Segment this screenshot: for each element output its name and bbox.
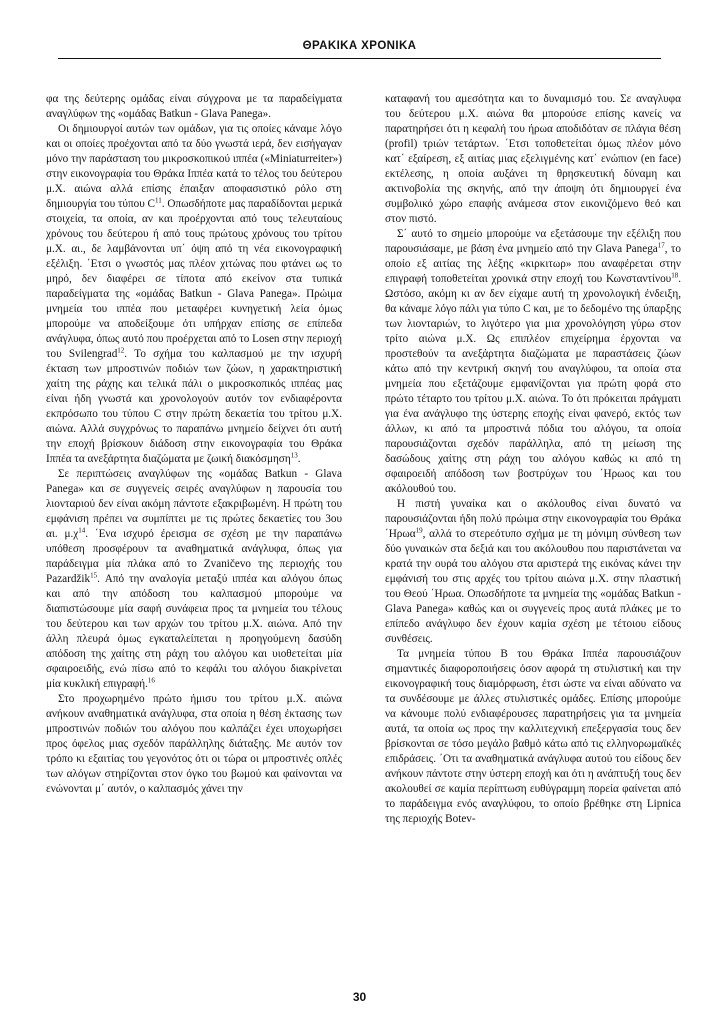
- paragraph: Σε περιπτώσεις αναγλύφων της «ομάδας Batkun - Glava Panega» και σε συγγενείς σειρές αναγλύφων η παρουσία του λιονταριού δεν είναι ακόμη πάντοτε εξακριβωμένη. Η πρώτη του εμφάνιση πρέπει να συμπίπτει με τις πρώτες δεκαετίες του 3ου αι. $\mu.\chi^{14}$. ΄Ενα ισχυρό έρεισμα σε σχέση με την παραπάνω υπόθεση προσφέρουν τα αναθηματικά ανάγλυφα, όπως για παράδειγμα μία πλάκα από το Zvaničevo της περιοχής του Pazardžik$^{15}$. Από την αναλογία μεταξύ ιππέα και αλόγου όπως και από την απόδοση του καλπασμού μπορούμε να διαπιστώσουμε μία σαφή συνάφεια προς τα μνημεία του τέλους του δεύτερου και των αρχών του τρίτου μ.Χ. αιώνα. Από την άλλη πλευρά όμως εγκαταλείπεται η προηγούμενη δασύδη απόδοση της χαίτης στη ράχη του αλόγου και υιοθετείται μία σφαιροειδής, ενώ πίσω από το κεφάλι του αλόγου διακρίνεται μία κυκλική επιγραφή.$^{16}$: [46, 468, 342, 690]
- footnote-ref: 12: [117, 346, 125, 355]
- footnote-ref: 14: [78, 526, 86, 535]
- left-column: [46, 92, 342, 950]
- paragraph: Η πιστή γυναίκα και ο ακόλουθος είναι δυνατό να παρουσιάζονται ήδη πολύ πρώιμα στην εικονογραφία του Θράκα ΄Ηρωα$^{19}$, αλλά το στερεότυπο σχήμα με τη μόνιμη σύνθεση των δύο γυναικών στα δεξιά και του ακόλουθου που παριστάνεται να κρατά την ουρά του αλόγου στα αριστερά της εικόνας κάνει την εμφάνισή του στις αρχές του τρίτου αιώνα μ.Χ. στην πλαστική του Θεού ΄Ηρωα. Οπωσδήποτε τα μνημεία της «ομάδας Batkun - Glava Panega» καθώς και οι συγγενείς προς αυτά πλάκες με το επίπεδο ανάγλυφο δεν έχουν καμία σχέση με τέτοιου είδους συνθέσεις.: [385, 498, 681, 645]
- footnote-ref: 11: [155, 196, 162, 205]
- footnote-ref: 19: [415, 526, 423, 535]
- paragraph: φα της δεύτερης ομάδας είναι σύγχρονα με τα παραδείγματα αναγλύφων της «ομάδας Batkun - Glava Panega».: [46, 93, 342, 120]
- footnote-ref: 15: [90, 571, 98, 580]
- running-head: ΘΡΑΚΙΚΑ ΧΡΟΝΙΚΑ: [302, 40, 417, 52]
- paragraph: Οι δημιουργοί αυτών των ομάδων, για τις οποίες κάναμε λόγο και οι οποίες προέχονται από τα δύο γνωστά ιερά, δεν εισήγαγαν μόνο την παράσταση του μικροσκοπικού ιππέα («Miniaturreiter») στην εικονογραφία του Θράκα Ιππέα κατά το τέλος του δεύτερου μ.Χ. αιώνα αλλά επίσης έπαιξαν αποφασιστικό ρόλο στη δημιουργία του τύπου $C^{11}$. Οπωσδήποτε μας παραδίδονται μερικά στοιχεία, τα οποία, αν και προέρχονται από τους τελευταίους χρόνους του δεύτερου ή από τους πρώτους χρόνους του τρίτου μ.Χ. αι., δε λαμβάνονται υπ΄ όψη από τη νέα εικονογραφική εξέλιξη. ΄Ετσι ο γνωστός μας πλέον χιτώνας που φτάνει ως το μηρό, δεν διαφέρει σε τίποτα από εκείνον στα τυπικά παραδείγματα της «ομάδας Batkun - Glava Panega». Πρώιμα μνημεία του ιππέα που μεταφέρει κυνηγετική λεία όμως μπορούμε να αποδείξουμε ότι υπήρχαν επίσης σε επίπεδα ανάγλυφα, όπως αυτό που προέρχεται από το Losen στην περιοχή του Svilengrad$^{12}$. Το σχήμα του καλπασμού με την ισχυρή έκταση των μπροστινών ποδιών των ζώων, η χαρακτηριστική χαίτη της ράχης και τελικά πάλι ο μικροσκοπικός ιππέας μας είναι ήδη γνωστά και χρονολογούν αυτόν τον ενδιαφέροντα εκπρόσωπο του τύπου C στην πρώτη δεκαετία του τρίτου μ.Χ. αιώνα. Αλλά συγχρόνως το παραπάνω μνημείο δείχνει ότι αυτή την εποχή βρίσκουν διάδοση στην εικονογραφία του Θράκα Ιππέα τα ανεξάρτητα διαζώματα με ζωική διακόσμηση$^{13}$.: [46, 123, 342, 465]
- paragraph: καταφανή του αμεσότητα και το δυναμισμό του. Σε αναγλυφα του δεύτερου μ.Χ. αιώνα θα μπορούσε επίσης κανείς να παρατηρήσει ότι η κεφαλή του ήρωα αποδιδόταν σε πλάγια θέση (profil) τριών τετάρτων. ΄Ετσι τοποθετείται όμως πλέον μόνο κατ΄ εξαίρεση, εξ αιτίας μιας εξελιγμένης κατ΄ ενώπιον (en face) εκτέλεσης, η οποία αυξάνει τη θρησκευτική δύναμη και ακτινοβολία της σκηνής, από την άποψη ότι δημιουργεί ένα συμβολικό χώρο επαφής ανάμεσα στον εικονιζόμενο θεό και στον πιστό.: [385, 93, 681, 225]
- footnote-ref: 16: [147, 676, 155, 685]
- header-rule: [58, 58, 661, 59]
- paragraph: Στο προχωρημένο πρώτο ήμισυ του τρίτου μ.Χ. αιώνα ανήκουν αναθηματικά ανάγλυφα, στα οποία η θέση έκτασης των μπροστινών ποδιών του αλόγου που καλπάζει έχει υποχωρήσει προς όφελος μιας σχεδόν παράλληλης διάταξης. Με αυτόν τον τρόπο κι εξαιτίας του γεγονότος ότι οι τώρα οι μπροστινές οπλές των αλόγων στηρίζονται στον όγκο του βωμού και φαίνονται να ενώνονται μ΄ αυτόν, ο καλπασμός χάνει την: [46, 693, 342, 795]
- paragraph: Τα μνημεία τύπου B του Θράκα Ιππέα παρουσιάζουν σημαντικές διαφοροποιήσεις όσον αφορά τη στυλιστική και την εικονογραφική τους διαμόρφωση, έτσι ώστε να είναι αδύνατο να τα συνδέσουμε με άλλες στυλιστικές ομάδες. Επίσης μπορούμε να κάνουμε πολύ ενδιαφέρουσες παρατηρήσεις για τα μνημεία αυτά, τα οποία ως προς την καλλιτεχνική επεξεργασία τους δεν βρίσκονται σε τόσο μεγάλο βαθμό κάτω από τις ελληνορωμαϊκές επιδράσεις. ΄Οτι τα αναθηματικά ανάγλυφα αυτού του είδους δεν ανήκουν πάντοτε στην ύστερη εποχή και ότι η ανάπτυξή τους δεν ακολουθεί σε καμία περίπτωση ευθύγραμμη πορεία φαίνεται από το παράδειγμα ενός αναγλύφου, το οποίο βρέθηκε στη Lipnica της περιοχής Botev-: [385, 648, 681, 825]
- paragraph: Σ΄ αυτό το σημείο μπορούμε να εξετάσουμε την εξέλιξη που παρουσιάσαμε, με βάση ένα μνημείο από την Glava Panega$^{17}$, το οποίο εξ αιτίας της λέξης «κιρκιτωρ» που αναφέρεται στην επιγραφή τοποθετείται χρονικά στην εποχή του Κωνσταντίνου$^{18}$. Ωστόσο, ακόμη κι αν δεν είχαμε αυτή τη χρονολογική ένδειξη, θα κάναμε λόγο πάλι για τύπο C και, με το δεδομένο της ύπαρξης των λιονταριών, το λιγότερο για μια χρονολόγηση γύρω στον τρίτο αιώνα μ.Χ. Ως επιπλέον επιχείρημα έρχονται να προστεθούν τα ανεξάρτητα διαζώματα με παραστάσεις ζώων κάτω από την κεντρική σκηνή του αναγλύφου, τα οποία στα μνημεία που εξετάζουμε εμφανίζονται για πρώτη φορά στο πρώτο τέταρτο του τρίτου μ.Χ. αιώνα. Το ότι πρόκειται πράγματι για ένα ανάγλυφο της ύστερης εποχής είναι φανερό, εκτός των άλλων, κι από τα μπροστινά πόδια του αλόγου, τα οποία παρουσιάζονται σχεδόν παράλληλα, από τη μείωση της δασώδους χαίτης στη ράχη του αλόγου καθώς κι από τη σφαιροειδή απόδοση των βοστρύχων του ΄Ηρωος και του ακόλουθού του.: [385, 228, 681, 495]
- right-column: [385, 92, 681, 950]
- footnote-ref: 18: [671, 271, 679, 280]
- footnote-ref: 13: [290, 451, 298, 460]
- page-number: 30: [352, 990, 367, 1004]
- footnote-ref: 17: [657, 241, 665, 250]
